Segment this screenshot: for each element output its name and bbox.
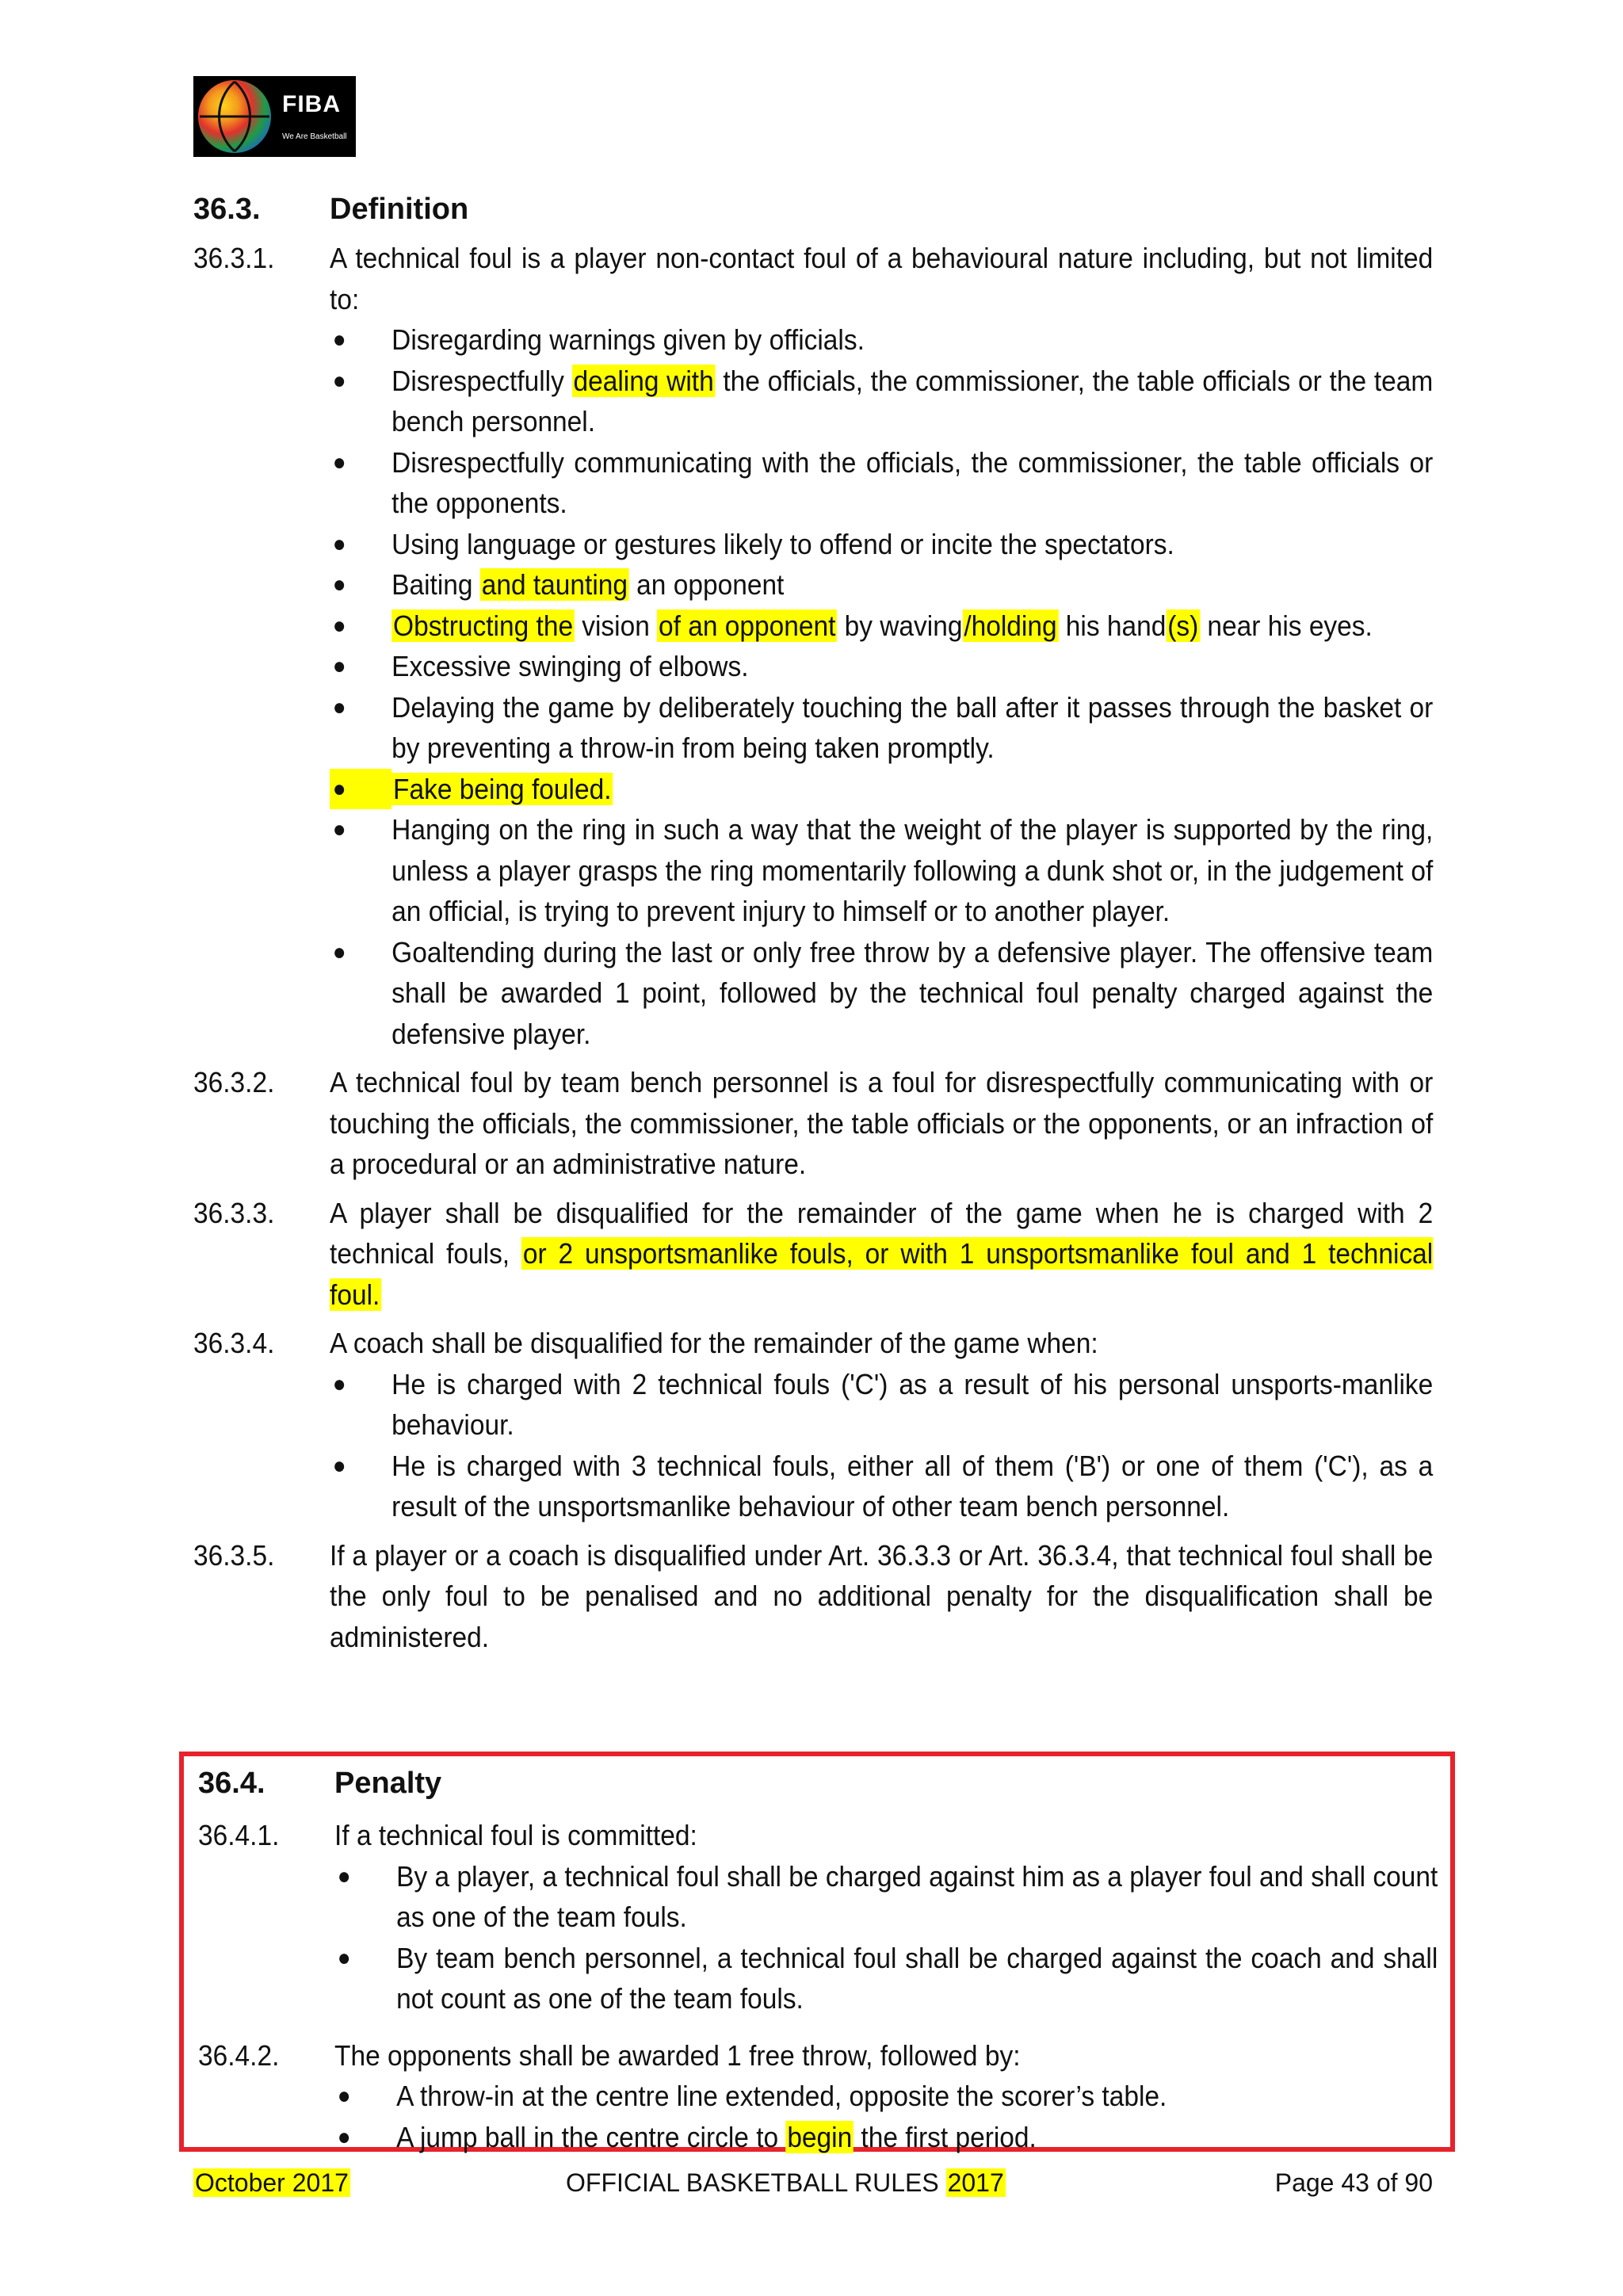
- bullet-icon: ●: [332, 449, 346, 476]
- penalty-highlight-box: [179, 1752, 1455, 2152]
- bullet-icon: ●: [332, 816, 346, 842]
- page-footer: [193, 2165, 1433, 2200]
- article-36-4-2: 36.4.2. The opponents shall be awarded 1 free throw, followed by: ● A throw-in at the centre line extended, opposite the scorer’s table. ● A jump ball in the centre circle to begin the first period.: [198, 2035, 1438, 2158]
- highlight: Fake being fouled.: [393, 772, 612, 805]
- bullet-icon: ●: [332, 612, 346, 639]
- bullet-icon: ●: [332, 693, 346, 720]
- list-item: ● Using language or gestures likely to offend or incite the spectators.: [330, 524, 1433, 565]
- highlight: begin: [787, 2120, 853, 2153]
- bullet-icon: ●: [337, 2083, 351, 2109]
- logo-tagline: We Are Basketball: [282, 132, 347, 141]
- section-heading-36-3: 36.3. Definition: [193, 193, 469, 226]
- list-item: ● Baiting and taunting an opponent: [330, 564, 1433, 606]
- bullet-icon: ●: [332, 1370, 346, 1397]
- footer-date: October 2017: [195, 2168, 349, 2197]
- highlight: dealing with: [573, 364, 714, 397]
- bullet-list: [330, 319, 1433, 1054]
- list-item: ● A jump ball in the centre circle to begin the first period.: [334, 2117, 1438, 2158]
- article-36-3-2: 36.3.2. A technical foul by team bench personnel is a foul for disrespectfully communicating with or touching the officials, the commissioner, the table officials or the opponents, or an infraction of a procedural or an administrative nature.: [193, 1066, 1434, 1180]
- list-item: ● Hanging on the ring in such a way that the weight of the player is supported by the ring, unless a player grasps the ring momentarily following a dunk shot or, in the judgement of an official, is trying to prevent injury to himself or to another player.: [330, 809, 1433, 932]
- bullet-icon: ●: [332, 367, 346, 394]
- article-36-4-1: 36.4.1. If a technical foul is committed: ● By a player, a technical foul shall be charged against him as a player foul and shall count as one of the team fouls. ● By team bench personnel, a technical foul shall be charged against the coach and shall not count as one of the team fouls.: [198, 1815, 1438, 2019]
- footer-title: OFFICIAL BASKETBALL RULES 2017: [566, 2168, 1004, 2197]
- highlight: /holding: [964, 609, 1057, 642]
- bullet-list: [334, 2076, 1438, 2157]
- bullet-icon: ●: [330, 769, 391, 810]
- bullet-icon: ●: [337, 2123, 351, 2150]
- article-36-3-4: 36.3.4. A coach shall be disqualified for the remainder of the game when: ● He is charged with 2 technical fouls ('C') as a result of his personal unsports-manlike behaviour. ● He is charged with 3 technical fouls, either all of them ('B') or one of them ('C'), as a result of the unsportsmanlike behaviour of other team bench personnel.: [193, 1323, 1433, 1527]
- list-item: ● Delaying the game by deliberately touching the ball after it passes through the basket or by preventing a throw-in from being taken promptly.: [330, 687, 1433, 769]
- list-item: ● He is charged with 3 technical fouls, either all of them ('B') or one of them ('C'), as a result of the unsportsmanlike behaviour of other team bench personnel.: [330, 1446, 1433, 1527]
- bullet-icon: ●: [332, 530, 346, 557]
- article-36-3-5: 36.3.5. If a player or a coach is disqualified under Art. 36.3.3 or Art. 36.3.4, that technical foul shall be the only foul to be penalised and no additional penalty for the disqualification shall be administered.: [193, 1538, 1434, 1653]
- list-item: ● Goaltending during the last or only free throw by a defensive player. The offensive team shall be awarded 1 point, followed by the technical foul penalty charged against the defensive player.: [330, 932, 1433, 1055]
- article-36-3-3: 36.3.3. A player shall be disqualified for the remainder of the game when he is charged with 2 technical fouls, or 2 unsportsmanlike fouls, or with 1 unsportsmanlike foul and 1 technical foul.: [193, 1196, 1434, 1311]
- fiba-logo: [193, 76, 356, 157]
- bullet-icon: ●: [332, 571, 346, 598]
- bullet-icon: ●: [332, 938, 346, 965]
- highlight: Obstructing the: [393, 609, 574, 642]
- list-item: ● Excessive swinging of elbows.: [330, 646, 1433, 687]
- bullet-list: [330, 1364, 1433, 1527]
- basketball-icon: [198, 80, 271, 153]
- bullet-icon: ●: [332, 653, 346, 679]
- highlight: or 2 unsportsmanlike fouls, or with 1 unsportsmanlike foul and 1 technical foul.: [330, 1237, 1434, 1311]
- list-item: ● He is charged with 2 technical fouls ('C') as a result of his personal unsports-manlike behaviour.: [330, 1364, 1433, 1446]
- footer-page-number: Page 43 of 90: [1274, 2168, 1433, 2197]
- bullet-icon: ●: [337, 1944, 351, 1971]
- bullet-icon: ●: [332, 1452, 346, 1479]
- list-item: ● By team bench personnel, a technical foul shall be charged against the coach and shall not count as one of the team fouls.: [334, 1938, 1438, 2019]
- list-item: ● A throw-in at the centre line extended, opposite the scorer’s table.: [334, 2076, 1438, 2117]
- highlight: and taunting: [481, 568, 628, 601]
- document-body: [193, 189, 1433, 1657]
- list-item: ● Disrespectfully communicating with the officials, the commissioner, the table officials or the opponents.: [330, 442, 1433, 524]
- highlight: of an opponent: [658, 609, 836, 642]
- list-item: ● Disrespectfully dealing with the officials, the commissioner, the table officials or the team bench personnel.: [330, 361, 1433, 442]
- bullet-icon: ●: [332, 327, 346, 353]
- bullet-icon: ●: [337, 1862, 351, 1889]
- highlight: (s): [1167, 609, 1199, 642]
- list-item: ● By a player, a technical foul shall be charged against him as a player foul and shall count as one of the team fouls.: [334, 1856, 1438, 1938]
- list-item: ● Obstructing the vision of an opponent by waving/holding his hand(s) near his eyes.: [330, 606, 1433, 647]
- logo-wordmark: FIBA: [282, 91, 341, 117]
- bullet-list: [334, 1856, 1438, 2019]
- list-item-highlighted: [330, 769, 1433, 810]
- article-36-3-1: 36.3.1. A technical foul is a player non-contact foul of a behavioural nature including, but not limited to: ● Disregarding warnings given by officials. ● Disrespectfully dealing with the officials, the commissioner, the table officials or the team bench personnel. ● Disrespectfully communicating with the officials, the commissioner, the table officials or the opponents. ● Using language or gestures likely to offend or incite the spectators. ● Baiting and taunting an opponent ● Obstructing the vision of an opponent by waving/holding his hand(s) near his eyes. ● Excessive swinging of elbows. ● Delaying the game by deliberately touching the ball after it passes through the basket or by preventing a throw-in from being taken promptly. ● Fake being fouled. ● Hanging on the ring in such a way that the weight of the player is supported by the ring, unless a player grasps the ring momentarily following a dunk shot or, in the judgement of an official, is trying to prevent injury to himself or to another player. ● Goaltending during the last or only free throw by a defensive player. The offensive team shall be awarded 1 point, followed by the technical foul penalty charged against the defensive player.: [193, 238, 1433, 1054]
- section-heading-36-4: 36.4. Penalty: [198, 1767, 442, 1800]
- list-item: ● Disregarding warnings given by officials.: [330, 319, 1433, 361]
